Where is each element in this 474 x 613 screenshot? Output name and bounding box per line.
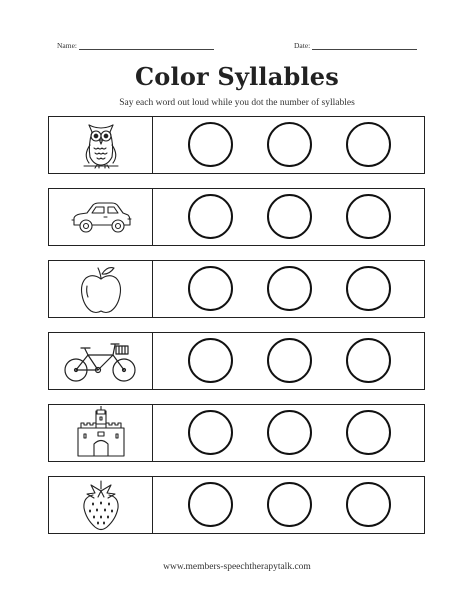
syllable-dot-2[interactable]: [267, 410, 312, 455]
strawberry-icon: [78, 477, 124, 533]
name-blank-line[interactable]: [79, 41, 214, 50]
syllable-dot-3[interactable]: [346, 122, 391, 167]
syllable-row-owl: [48, 116, 425, 174]
syllable-dot-2[interactable]: [267, 338, 312, 383]
syllable-dot-1[interactable]: [188, 266, 233, 311]
owl-icon: [76, 119, 126, 171]
syllable-dot-2[interactable]: [267, 122, 312, 167]
name-label: Name:: [57, 41, 77, 50]
name-field[interactable]: [57, 41, 214, 50]
syllable-dot-2[interactable]: [267, 194, 312, 239]
picture-cell: [49, 477, 153, 533]
picture-cell: [49, 117, 153, 173]
syllable-dot-1[interactable]: [188, 122, 233, 167]
picture-cell: [49, 261, 153, 317]
picture-cell: [49, 405, 153, 461]
syllable-dot-3[interactable]: [346, 194, 391, 239]
syllable-dot-2[interactable]: [267, 266, 312, 311]
apple-icon: [76, 262, 126, 316]
syllable-dot-3[interactable]: [346, 482, 391, 527]
footer-url: www.members-speechtherapytalk.com: [163, 562, 311, 572]
date-label: Date:: [294, 41, 311, 50]
syllable-dot-3[interactable]: [346, 410, 391, 455]
instructions: Say each word out loud while you dot the number of syllables: [119, 98, 355, 108]
page-title: Color Syllables: [135, 62, 339, 91]
syllable-dot-2[interactable]: [267, 482, 312, 527]
date-field[interactable]: [294, 41, 417, 50]
syllable-dot-1[interactable]: [188, 194, 233, 239]
picture-cell: [49, 333, 153, 389]
syllable-row-castle: [48, 404, 425, 462]
syllable-row-car: [48, 188, 425, 246]
bicycle-icon: [62, 338, 140, 384]
syllable-row-strawberry: [48, 476, 425, 534]
syllable-dot-1[interactable]: [188, 410, 233, 455]
syllable-row-bicycle: [48, 332, 425, 390]
syllable-dot-1[interactable]: [188, 482, 233, 527]
picture-cell: [49, 189, 153, 245]
syllable-dot-1[interactable]: [188, 338, 233, 383]
car-icon: [68, 197, 134, 237]
syllable-dot-3[interactable]: [346, 338, 391, 383]
date-blank-line[interactable]: [312, 41, 417, 50]
castle-icon: [74, 406, 128, 460]
syllable-dot-3[interactable]: [346, 266, 391, 311]
syllable-row-apple: [48, 260, 425, 318]
